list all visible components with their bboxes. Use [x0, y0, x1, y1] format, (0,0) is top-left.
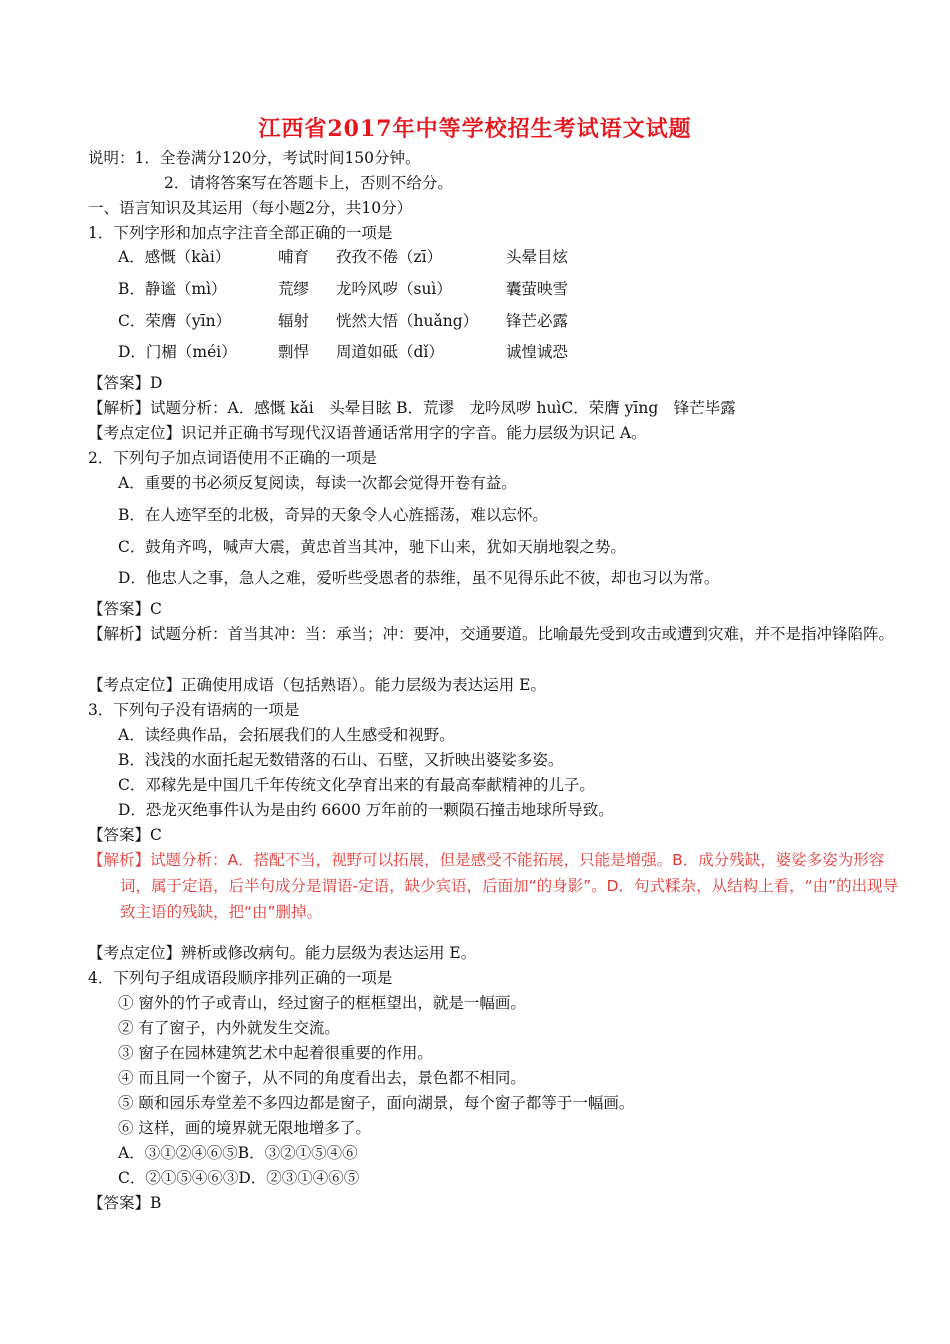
q3-stem: 3．下列句子没有语病的一项是 [88, 701, 300, 719]
q1-b-col4: 囊萤映雪 [506, 280, 569, 298]
q1-a-col1: A．感慨（kài） [118, 248, 231, 266]
q2-option-b: B．在人迹罕至的北极，奇异的天象令人心旌摇荡，难以忘怀。 [118, 506, 548, 524]
q4-answer: 【答案】B [88, 1194, 162, 1212]
q2-option-c: C．鼓角齐鸣，喊声大震，黄忠首当其冲，驰下山来，犹如天崩地裂之势。 [118, 538, 626, 556]
q2-option-d: D．他忠人之事，急人之难，爱听些受恩者的恭维，虽不见得乐此不彼，却也习以为常。 [118, 569, 720, 587]
q3-option-b: B．浅浅的水面托起无数错落的石山、石壁，又折映出婆娑多姿。 [118, 751, 564, 769]
q1-d-col1: D．门楣（méi） [118, 343, 237, 361]
q3-option-d: D．恐龙灭绝事件认为是由约 6600 万年前的一颗陨石撞击地球所导致。 [118, 801, 614, 819]
page-title: 江西省2017年中等学校招生考试语文试题 [258, 116, 692, 142]
q2-point: 【考点定位】正确使用成语（包括熟语）。能力层级为表达运用 E。 [88, 676, 546, 694]
q3-option-c: C．邓稼先是中国几千年传统文化孕育出来的有最高奉献精神的儿子。 [118, 776, 595, 794]
q1-c-col4: 锋芒必露 [506, 312, 569, 330]
q1-a-col2: 哺育 [278, 248, 310, 266]
q1-c-col2: 辐射 [278, 312, 310, 330]
q1-b-col3: 龙吟风哕（suì） [336, 280, 452, 298]
q3-answer: 【答案】C [88, 826, 162, 844]
q1-d-col3: 周道如砥（dǐ） [336, 343, 444, 361]
q1-point: 【考点定位】识记并正确书写现代汉语普通话常用字的字音。能力层级为识记 A。 [88, 424, 647, 442]
q4-sentence-3: ③ 窗子在园林建筑艺术中起着很重要的作用。 [118, 1044, 433, 1062]
q1-answer: 【答案】D [88, 374, 163, 392]
q4-sentence-6: ⑥ 这样，画的境界就无限地增多了。 [118, 1119, 371, 1137]
q4-sentence-2: ② 有了窗子，内外就发生交流。 [118, 1019, 340, 1037]
q3-point: 【考点定位】辨析或修改病句。能力层级为表达运用 E。 [88, 944, 477, 962]
q4-choices-cd: C．②①⑤④⑥③D．②③①④⑥⑤ [118, 1169, 360, 1187]
note-2: 2．请将答案写在答题卡上，否则不给分。 [164, 174, 453, 192]
q1-b-col1: B．静谧（mì） [118, 280, 227, 298]
q4-stem: 4．下列句子组成语段顺序排列正确的一项是 [88, 969, 393, 987]
q1-c-col3: 恍然大悟（huǎng） [336, 312, 479, 330]
note-1: 说明：1．全卷满分120分，考试时间150分钟。 [88, 149, 421, 167]
q1-stem: 1．下列字形和加点字注音全部正确的一项是 [88, 224, 393, 242]
q4-choices-ab: A．③①②④⑥⑤B．③②①⑤④⑥ [118, 1144, 358, 1162]
section-heading: 一、语言知识及其运用（每小题2分，共10分） [88, 199, 413, 217]
q1-b-col2: 荒缪 [278, 280, 310, 298]
q4-sentence-1: ① 窗外的竹子或青山，经过窗子的框框望出，就是一幅画。 [118, 994, 526, 1012]
q1-c-col1: C．荣膺（yīn） [118, 312, 232, 330]
q3-option-a: A．读经典作品，会拓展我们的人生感受和视野。 [118, 726, 455, 744]
q4-sentence-5: ⑤ 颐和园乐寿堂差不多四边都是窗子，面向湖景，每个窗子都等于一幅画。 [118, 1094, 635, 1112]
q2-analysis: 【解析】试题分析：首当其冲：当：承当；冲：要冲，交通要道。比喻最先受到攻击或遭到灾难，并不是指冲锋陷阵。 [88, 625, 895, 643]
q2-option-a: A．重要的书必须反复阅读，每读一次都会觉得开卷有益。 [118, 474, 517, 492]
q1-d-col4: 诚惶诚恐 [506, 343, 569, 361]
q3-analysis: 【解析】试题分析：A．搭配不当，视野可以拓展，但是感受不能拓展，只能是增强。B．成分残缺，婆娑多姿为形容词，属于定语，后半句成分是谓语-定语，缺少宾语，后面加“的身影”。D．句式糅杂，从结构上看，“由”的出现导致主语的残缺，把“由”删掉。 [88, 851, 899, 921]
q2-stem: 2．下列句子加点词语使用不正确的一项是 [88, 449, 377, 467]
q1-analysis: 【解析】试题分析：A．感慨 kǎi 头晕目眩 B．荒谬 龙吟凤哕 huìC．荣膺 yīng 锋芒毕露 [88, 399, 736, 417]
q4-sentence-4: ④ 而且同一个窗子，从不同的角度看出去，景色都不相同。 [118, 1069, 526, 1087]
q2-answer: 【答案】C [88, 600, 162, 618]
q1-a-col3: 孜孜不倦（zī） [336, 248, 443, 266]
q1-a-col4: 头晕目炫 [506, 248, 569, 266]
q1-d-col2: 剽悍 [278, 343, 310, 361]
